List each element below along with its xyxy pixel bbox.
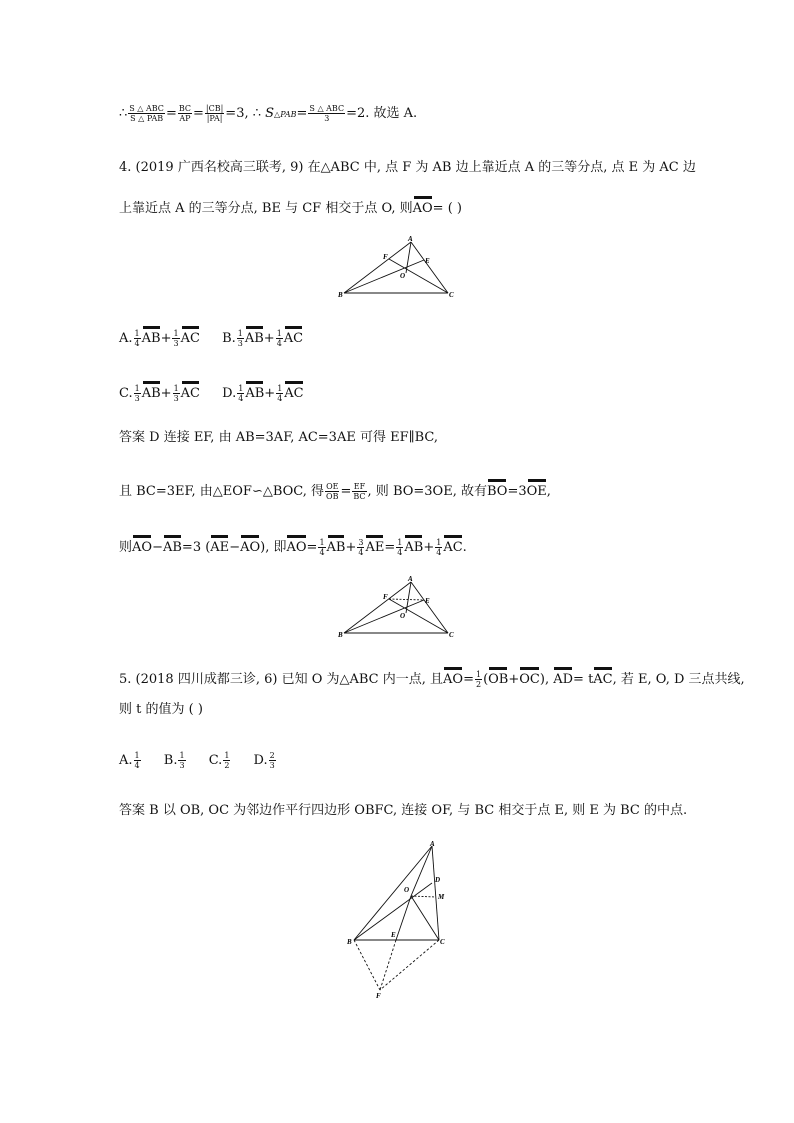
prev-conclusion: ∴ $\frac{\text{S △ ABC}}{\text{S △ PAB}}$ = $\frac{BC}{AP}$ = $\frac{|CB|}{|PA|}$ =3, ∴ S△PAB= $\frac{\text{S △ ABC}}{3}$ =2. 故选 A.	[119, 104, 418, 123]
q5-stem-line1: 5. (2018 四川成都三诊, 6) 已知 O 为△ABC 内一点, 且AO= $\frac{1}{2}$ (OB+OC), AD= tAC, 若 E, O, D 三点共线,	[119, 667, 745, 689]
q4-option-c[interactable]: C. $\frac{1}{3}$ AB+ $\frac{1}{3}$ AC	[119, 381, 200, 403]
q4-answer-figure	[336, 575, 460, 639]
label-c: C	[449, 631, 454, 639]
q4-answer-line2: 且 BC=3EF, 由△EOF∽△BOC, 得 $\frac{OE}{OB}$ = $\frac{EF}{BC}$ , 则 BO=3OE, 故有BO=3OE,	[119, 479, 551, 501]
q5-option-b[interactable]: B. $\frac{1}{3}$	[163, 751, 185, 770]
fraction-area-ratio: $\frac{\text{S △ ABC}}{\text{S △ PAB}}$	[129, 104, 164, 123]
label-c: C	[449, 291, 454, 299]
q4-stem-line1: 4. (2019 广西名校高三联考, 9) 在△ABC 中, 点 F 为 AB 边上靠近点 A 的三等分点, 点 E 为 AC 边	[119, 160, 696, 175]
label-o: O	[400, 272, 406, 280]
label-e: E	[425, 257, 430, 265]
fraction-area-third: $\frac{\text{S △ ABC}}{3}$	[309, 104, 345, 123]
q4-stem-line2: 上靠近点 A 的三等分点, BE 与 CF 相交于点 O, 则AO= ( )	[119, 196, 462, 218]
q4-option-d[interactable]: D. $\frac{1}{4}$ AB+ $\frac{1}{4}$ AC	[222, 381, 303, 403]
label-b: B	[338, 631, 343, 639]
q4-answer-line1: 答案 D 连接 EF, 由 AB=3AF, AC=3AE 可得 EF∥BC,	[119, 430, 439, 445]
q4-option-b[interactable]: B. $\frac{1}{3}$ AB+ $\frac{1}{4}$ AC	[222, 326, 303, 348]
label-e: E	[391, 931, 396, 939]
fraction-bc-ap: $\frac{BC}{AP}$	[178, 104, 191, 123]
label-e: E	[425, 597, 430, 605]
q4-options-row1	[119, 326, 321, 348]
label-f: F	[383, 593, 388, 601]
q5-stem-line2: 则 t 的值为 ( )	[119, 702, 203, 717]
label-m: M	[438, 893, 445, 901]
q4-triangle-figure	[336, 235, 460, 299]
q4-option-a[interactable]: A. $\frac{1}{4}$ AB+ $\frac{1}{3}$ AC	[119, 326, 200, 348]
label-a: A	[408, 235, 413, 243]
q5-parallelogram-figure	[342, 838, 454, 1000]
label-f: F	[383, 253, 388, 261]
q5-option-a[interactable]: A. $\frac{1}{4}$	[119, 751, 140, 770]
fraction-cb-pa: $\frac{|CB|}{|PA|}$	[205, 104, 224, 123]
q5-options	[119, 751, 295, 770]
q5-option-c[interactable]: C. $\frac{1}{2}$	[208, 751, 230, 770]
label-b: B	[347, 938, 352, 946]
label-c: C	[440, 938, 445, 946]
q4-answer-line3: 则AO−AB=3 (AE−AO), 即AO= $\frac{1}{4}$ AB+ $\frac{3}{4}$ AE= $\frac{1}{4}$ AB+ $\frac{1}{4}$ AC.	[119, 535, 467, 557]
q5-answer: 答案 B 以 OB, OC 为邻边作平行四边形 OBFC, 连接 OF, 与 BC 相交于点 E, 则 E 为 BC 的中点.	[119, 803, 688, 818]
label-a: A	[430, 840, 435, 848]
label-d: D	[435, 876, 441, 884]
label-f: F	[376, 992, 381, 1000]
label-o: O	[400, 612, 406, 620]
label-a: A	[408, 575, 413, 583]
vector-ao: AO	[413, 196, 433, 218]
q5-option-d[interactable]: D. $\frac{2}{3}$	[253, 751, 275, 770]
therefore-sign: ∴	[119, 106, 128, 121]
label-b: B	[338, 291, 343, 299]
label-o: O	[404, 886, 410, 894]
q4-options-row2	[119, 381, 322, 403]
